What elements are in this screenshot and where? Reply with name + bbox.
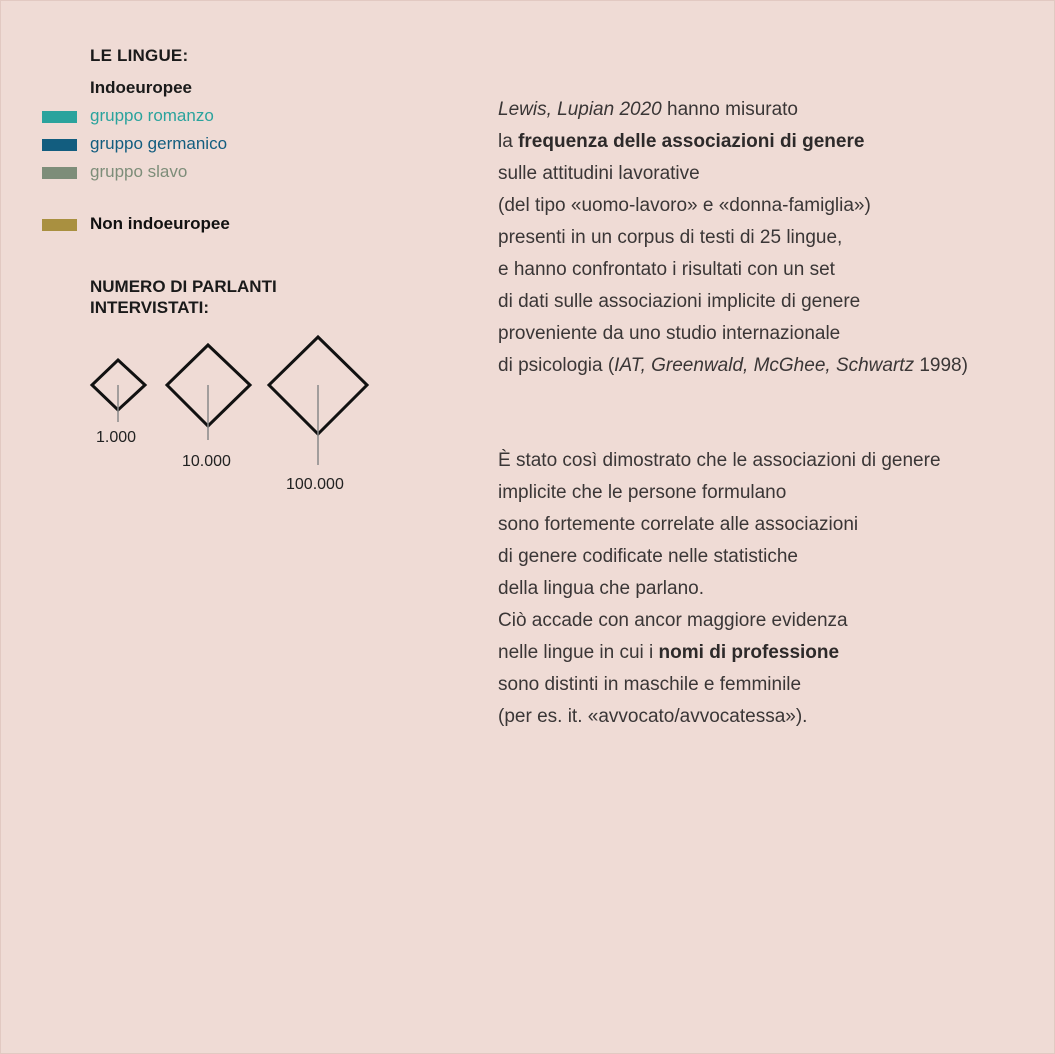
size-label-1000: 1.000 — [96, 429, 137, 446]
diamond-small — [92, 360, 145, 422]
legend-item-slavo — [42, 162, 188, 183]
p1-line-1-text: hanno misurato — [661, 99, 798, 120]
swatch-non-indoeuropee — [42, 219, 77, 231]
p2-line-7-pre: nelle lingue in cui i — [498, 642, 659, 663]
p1-line-6: e hanno confrontato i risultati con un set — [498, 259, 835, 280]
p1-line-1 — [498, 94, 1038, 126]
p1-line-2 — [498, 126, 1038, 158]
p2-line-9: (per es. it. «avvocato/avvocatessa»). — [498, 706, 808, 727]
swatch-romanzo — [42, 111, 77, 123]
legend-label-romanzo: gruppo romanzo — [90, 106, 214, 125]
p2-line-3: sono fortemente correlate alle associazioni — [498, 514, 859, 535]
legend-label-non-indoeuropee: Non indoeuropee — [90, 214, 230, 233]
p2-line-7-bold: nomi di professione — [658, 642, 840, 663]
size-label-100000: 100.000 — [286, 476, 344, 493]
size-legend-title — [90, 276, 350, 318]
p1-citation: Lewis, Lupian 2020 — [498, 99, 662, 120]
size-title-line1: NUMERO DI PARLANTI — [90, 277, 277, 296]
p1-line-2-bold: frequenza delle associazioni di genere — [518, 131, 865, 152]
p1-line-9-pre: di psicologia ( — [498, 355, 615, 376]
legend-subtitle: Indoeuropee — [90, 78, 193, 97]
p2-line-2: implicite che le persone formulano — [498, 482, 787, 503]
p1-line-3: sulle attitudini lavorative — [498, 163, 700, 184]
p2-line-7 — [498, 637, 1038, 669]
size-title-line2: INTERVISTATI: — [90, 298, 209, 317]
size-label-10000: 10.000 — [182, 453, 231, 470]
legend-label-slavo: gruppo slavo — [90, 162, 188, 181]
legend-item-germanico — [42, 134, 228, 155]
p1-line-9-italic: IAT, Greenwald, McGhee, Schwartz — [614, 355, 915, 376]
p1-line-8: proveniente da uno studio internazionale — [498, 323, 841, 344]
legend-item-romanzo — [42, 106, 214, 127]
p2-line-4: di genere codificate nelle statistiche — [498, 546, 798, 567]
paragraph-1 — [498, 94, 1038, 382]
legend-label-germanico: gruppo germanico — [90, 134, 228, 153]
paragraph-2 — [498, 445, 1038, 733]
diamond-large — [269, 337, 367, 465]
p2-line-1: È stato così dimostrato che le associazioni di genere — [498, 450, 941, 471]
p1-line-7: di dati sulle associazioni implicite di genere — [498, 291, 861, 312]
size-diamonds — [0, 320, 420, 510]
p1-line-9-post: 1998) — [914, 355, 968, 376]
swatch-slavo — [42, 167, 77, 179]
legend — [0, 0, 420, 520]
p2-line-6: Ciò accade con ancor maggiore evidenza — [498, 610, 848, 631]
swatch-germanico — [42, 139, 77, 151]
p2-line-5: della lingua che parlano. — [498, 578, 704, 599]
diamond-medium — [167, 345, 250, 440]
p1-line-4: (del tipo «uomo-lavoro» e «donna-famiglia») — [498, 195, 871, 216]
p1-line-9 — [498, 350, 1038, 382]
p1-line-5: presenti in un corpus di testi di 25 lingue, — [498, 227, 843, 248]
p1-line-2-pre: la — [498, 131, 519, 152]
legend-title: LE LINGUE: — [90, 46, 189, 65]
p2-line-8: sono distinti in maschile e femminile — [498, 674, 802, 695]
legend-item-non-indoeuropee — [42, 214, 230, 235]
